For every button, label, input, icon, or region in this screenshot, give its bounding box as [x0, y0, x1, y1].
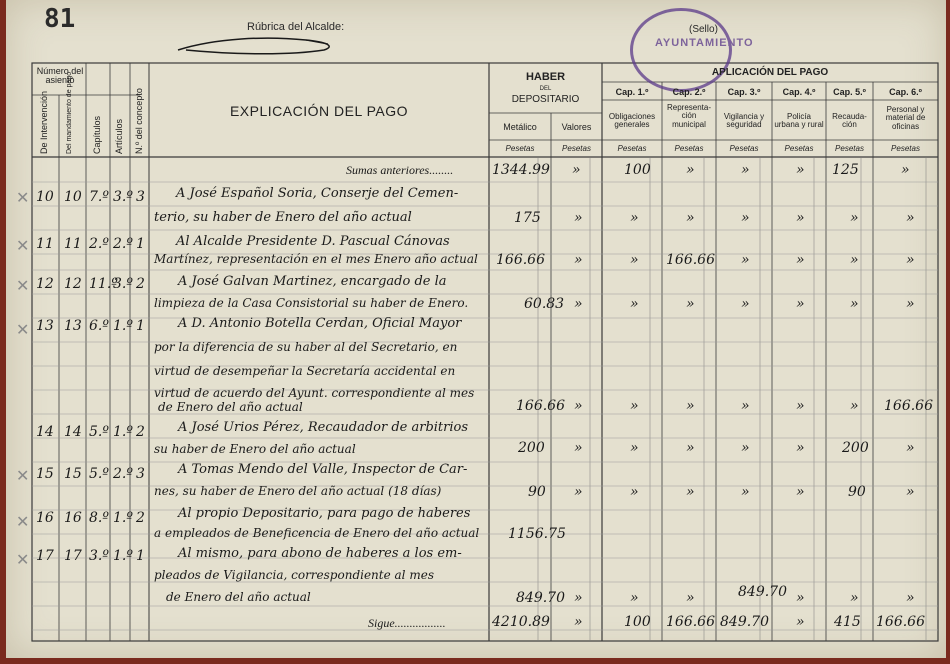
entry-concepto: 3: [136, 466, 145, 482]
entry-line: A José Galvan Martinez, encargado de la: [178, 274, 447, 289]
header-aplicacion: APLICACIÓN DEL PAGO: [711, 67, 829, 78]
entry-cap3: »: [741, 296, 750, 312]
pesetas-cap1: Pesetas: [617, 144, 647, 153]
header-articulos: Artículos: [114, 118, 124, 154]
check-mark: ✕: [16, 236, 30, 255]
entry-valores: »: [574, 210, 583, 226]
entry-cap1: »: [630, 252, 639, 268]
entry-asiento-int: 16: [36, 510, 54, 526]
entry-cap6: 166.66: [884, 398, 933, 414]
header-cap2-desc: Representa-ción municipal: [666, 103, 712, 129]
entry-asiento-mand: 15: [64, 466, 82, 482]
entry-cap5: »: [850, 590, 859, 606]
header-cap1-desc: Obligaciones generales: [608, 112, 656, 130]
entry-cap5: »: [850, 296, 859, 312]
entry-capitulo: 6.º: [89, 318, 109, 334]
entry-valores: »: [574, 252, 583, 268]
header-valores: Valores: [561, 122, 592, 132]
entry-metalico: 60.83: [524, 296, 565, 312]
check-mark: ✕: [16, 188, 30, 207]
entry-asiento-mand: 14: [64, 424, 82, 440]
pesetas-cap3: Pesetas: [729, 144, 759, 153]
entry-asiento-mand: 12: [64, 276, 82, 292]
municipal-seal: [630, 8, 754, 92]
entry-cap6: »: [906, 590, 915, 606]
entry-capitulo: 11.º: [89, 276, 118, 292]
header-cap4-desc: Policía urbana y rural: [774, 112, 824, 130]
entry-cap3: »: [741, 210, 750, 226]
header-cap1: Cap. 1.º: [615, 87, 649, 97]
entry-cap3: »: [741, 252, 750, 268]
entry-asiento-mand: 13: [64, 318, 82, 334]
entry-cap2: »: [686, 210, 695, 226]
entry-articulo: 1.º: [113, 424, 133, 440]
entry-cap4: »: [796, 296, 805, 312]
header-num-concepto: N.º del concepto: [134, 88, 144, 154]
entry-metalico: 1156.75: [508, 526, 566, 542]
entry-asiento-int: 12: [36, 276, 54, 292]
header-cap5-desc: Recauda-ción: [832, 112, 867, 130]
entry-concepto: 1: [136, 236, 145, 252]
entry-metalico: 166.66: [516, 398, 565, 414]
entry-cap5: »: [850, 210, 859, 226]
entry-cap2: »: [686, 590, 695, 606]
entry-asiento-mand: 16: [64, 510, 82, 526]
entry-concepto: 1: [136, 318, 145, 334]
entry-capitulo: 5.º: [89, 424, 109, 440]
entry-cap6: »: [906, 440, 915, 456]
ledger-grid: [6, 0, 946, 658]
entry-line: A Tomas Mendo del Valle, Inspector de Car-: [178, 462, 468, 477]
seal-text: AYUNTAMIENTO: [655, 37, 754, 49]
entry-line: virtud de desempeñar la Secretaría accidental en: [154, 364, 456, 378]
header-metalico: Metálico: [503, 122, 537, 132]
entry-cap2: »: [686, 484, 695, 500]
entry-articulo: 3.º: [113, 189, 133, 205]
entry-cap3: 849.70: [738, 584, 787, 600]
entry-metalico: 166.66: [496, 252, 545, 268]
entry-capitulo: 5.º: [89, 466, 109, 482]
header-depositario: DEPOSITARIO: [511, 94, 580, 105]
entry-cap6: »: [906, 210, 915, 226]
entry-concepto: 2: [136, 424, 145, 440]
entry-metalico: 200: [518, 440, 545, 456]
sigue-cap3: 849.70: [720, 614, 769, 630]
entry-asiento-int: 11: [36, 236, 54, 252]
sigue-valores: »: [574, 614, 583, 630]
entry-asiento-mand: 10: [64, 189, 82, 205]
entry-articulo: 1.º: [113, 548, 133, 564]
sumas-cap6: »: [901, 162, 910, 178]
entry-cap1: »: [630, 484, 639, 500]
entry-cap3: »: [741, 484, 750, 500]
sigue-cap4: »: [796, 614, 805, 630]
sumas-cap2: »: [686, 162, 695, 178]
sigue-metalico: 4210.89: [492, 614, 550, 630]
entry-line: terio, su haber de Enero del año actual: [154, 210, 412, 225]
header-del: DEL: [539, 86, 552, 92]
entry-asiento-mand: 17: [64, 548, 82, 564]
sigue-cap6: 166.66: [876, 614, 925, 630]
entry-line: nes, su haber de Enero del año actual (18 días): [154, 484, 442, 498]
entry-line: A José Español Soria, Conserje del Cemen-: [176, 186, 459, 201]
entry-cap1: »: [630, 398, 639, 414]
entry-line: Al Alcalde Presidente D. Pascual Cánovas: [176, 234, 450, 249]
header-cap5: Cap. 5.º: [833, 87, 866, 97]
entry-cap4: »: [796, 590, 805, 606]
header-del-mandamiento: Del mandamiento de pago: [66, 71, 73, 154]
entry-line: limpieza de la Casa Consistorial su haber de Enero.: [154, 296, 469, 310]
entry-concepto: 1: [136, 548, 145, 564]
header-cap6-desc: Personal y material de oficinas: [885, 105, 926, 131]
entry-valores: »: [574, 296, 583, 312]
entry-line: Al propio Depositario, para pago de haberes: [178, 506, 471, 521]
entry-articulo: 1.º: [113, 318, 133, 334]
entry-cap1: »: [630, 590, 639, 606]
header-numero-asiento: Número del asiento: [36, 66, 84, 86]
entry-capitulo: 7.º: [89, 189, 109, 205]
entry-cap4: »: [796, 440, 805, 456]
entry-line: a empleados de Beneficencia de Enero del año actual: [154, 526, 480, 540]
entry-valores: »: [574, 398, 583, 414]
check-mark: ✕: [16, 466, 30, 485]
pesetas-cap2: Pesetas: [674, 144, 704, 153]
header-explicacion: EXPLICACIÓN DEL PAGO: [229, 103, 409, 119]
sumas-cap3: »: [741, 162, 750, 178]
pesetas-metalico: Pesetas: [505, 144, 535, 153]
entry-line: por la diferencia de su haber al del Secretario, en: [154, 340, 458, 354]
entry-articulo: 2.º: [113, 466, 133, 482]
entry-asiento-int: 15: [36, 466, 54, 482]
entry-cap4: »: [796, 210, 805, 226]
entry-cap2: 166.66: [666, 252, 715, 268]
entry-asiento-int: 17: [36, 548, 54, 564]
entry-cap1: »: [630, 210, 639, 226]
header-cap4: Cap. 4.º: [782, 87, 816, 97]
entry-cap5: 90: [848, 484, 866, 500]
entry-capitulo: 3.º: [89, 548, 109, 564]
entry-line: de Enero del año actual: [158, 400, 303, 414]
entry-cap3: »: [741, 440, 750, 456]
sumas-cap4: »: [796, 162, 805, 178]
header-capitulos: Capítulos: [92, 115, 102, 154]
entry-cap5: »: [850, 252, 859, 268]
entry-cap4: »: [796, 484, 805, 500]
entry-cap2: »: [686, 440, 695, 456]
entry-concepto: 2: [136, 510, 145, 526]
entry-cap5: 200: [842, 440, 869, 456]
sigue-cap2: 166.66: [666, 614, 715, 630]
sigue-label: Sigue.................: [368, 616, 446, 630]
pesetas-cap5: Pesetas: [835, 144, 864, 153]
entry-valores: »: [574, 440, 583, 456]
entry-line: de Enero del año actual: [166, 590, 311, 604]
sello-label: (Sello): [689, 24, 718, 35]
entry-line: Martínez, representación en el mes Enero año actual: [154, 252, 478, 266]
entry-metalico: 849.70: [516, 590, 565, 606]
header-haber: HABER: [525, 71, 566, 83]
entry-metalico: 90: [528, 484, 546, 500]
header-cap3: Cap. 3.º: [727, 87, 761, 97]
entry-asiento-int: 10: [36, 189, 54, 205]
entry-asiento-mand: 11: [64, 236, 82, 252]
entry-cap4: »: [796, 252, 805, 268]
pesetas-cap6: Pesetas: [891, 144, 920, 153]
sumas-cap5: 125: [832, 162, 859, 178]
entry-concepto: 3: [136, 189, 145, 205]
check-mark: ✕: [16, 320, 30, 339]
header-de-intervencion: De Intervención: [39, 90, 49, 154]
entry-line: su haber de Enero del año actual: [154, 442, 356, 456]
header-cap2: Cap. 2.º: [672, 87, 706, 97]
entry-articulo: 3.º: [113, 276, 133, 292]
sumas-anteriores-label: Sumas anteriores........: [346, 163, 454, 177]
entry-metalico: 175: [514, 210, 541, 226]
entry-cap6: »: [906, 484, 915, 500]
folio-number: 81: [44, 4, 76, 34]
sumas-valores: »: [572, 162, 581, 178]
entry-cap6: »: [906, 296, 915, 312]
entry-capitulo: 2.º: [89, 236, 109, 252]
ledger-page: [6, 0, 946, 658]
entry-cap2: »: [686, 296, 695, 312]
entry-cap1: »: [630, 440, 639, 456]
entry-asiento-int: 14: [36, 424, 54, 440]
entry-cap4: »: [796, 398, 805, 414]
entry-line: Al mismo, para abono de haberes a los em-: [178, 546, 462, 561]
check-mark: ✕: [16, 550, 30, 569]
check-mark: ✕: [16, 276, 30, 295]
header-cap6: Cap. 6.º: [889, 87, 922, 97]
entry-cap2: »: [686, 398, 695, 414]
check-mark: ✕: [16, 512, 30, 531]
entry-cap5: »: [850, 398, 859, 414]
sumas-cap1: 100: [624, 162, 651, 178]
entry-cap3: »: [741, 398, 750, 414]
entry-line: virtud de acuerdo del Ayunt. correspondiente al mes: [154, 386, 475, 400]
sigue-cap5: 415: [834, 614, 861, 630]
sigue-cap1: 100: [624, 614, 651, 630]
entry-articulo: 1.º: [113, 510, 133, 526]
entry-asiento-int: 13: [36, 318, 54, 334]
entry-valores: »: [574, 484, 583, 500]
entry-line: A D. Antonio Botella Cerdan, Oficial Mayor: [178, 316, 462, 331]
sumas-metalico: 1344.99: [492, 162, 550, 178]
entry-cap6: »: [906, 252, 915, 268]
entry-line: pleados de Vigilancia, correspondiente al mes: [154, 568, 434, 582]
header-cap3-desc: Vigilancia y seguridad: [723, 112, 765, 130]
pesetas-valores: Pesetas: [562, 144, 591, 153]
entry-articulo: 2.º: [113, 236, 133, 252]
entry-valores: »: [574, 590, 583, 606]
entry-cap1: »: [630, 296, 639, 312]
rubrica-label: Rúbrica del Alcalde:: [247, 21, 345, 33]
entry-concepto: 2: [136, 276, 145, 292]
entry-capitulo: 8.º: [89, 510, 109, 526]
pesetas-cap4: Pesetas: [784, 144, 814, 153]
entry-line: A José Urios Pérez, Recaudador de arbitrios: [178, 420, 469, 435]
